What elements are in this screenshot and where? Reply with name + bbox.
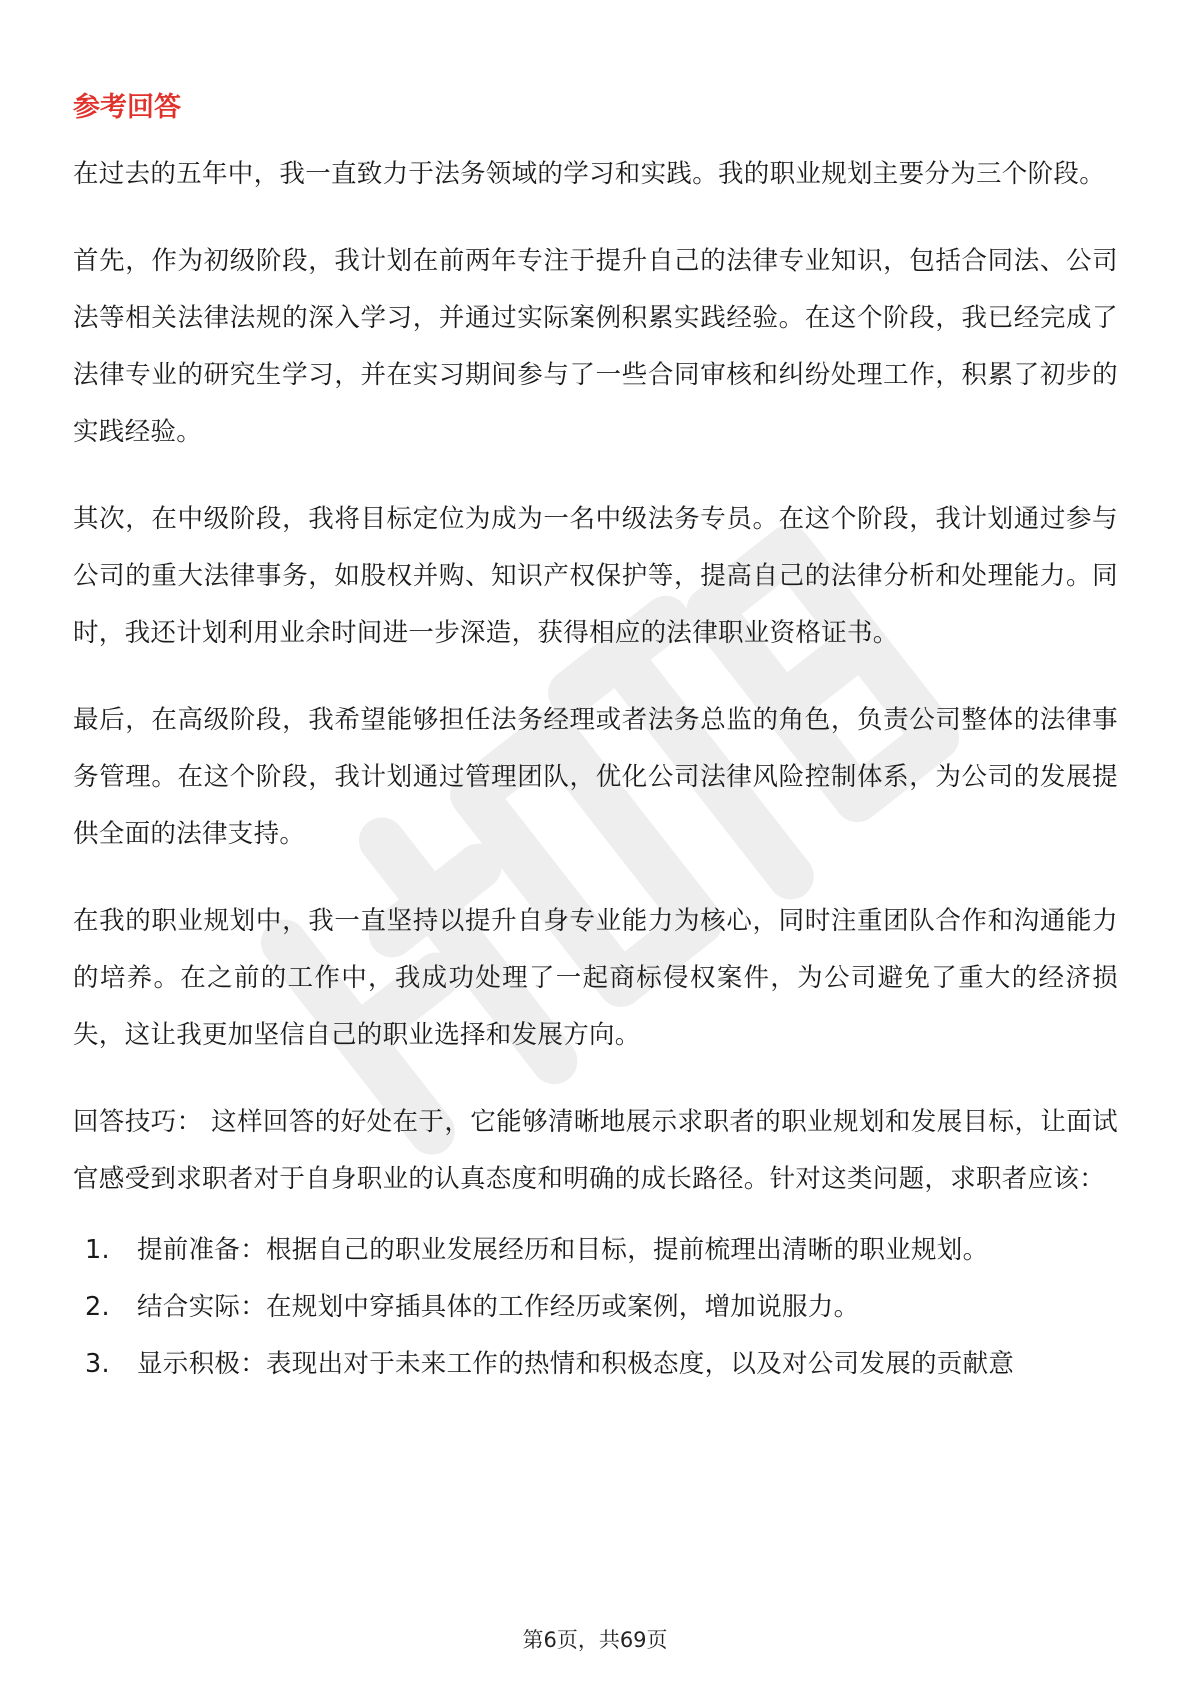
list-text: 显示积极：表现出对于未来工作的热情和积极态度，以及对公司发展的贡献意 bbox=[137, 1349, 1015, 1379]
list-number: 3. bbox=[85, 1349, 110, 1379]
paragraph-summary: 在我的职业规划中，我一直坚持以提升自身专业能力为核心，同时注重团队合作和沟通能力的培养。在之前的工作中，我成功处理了一起商标侵权案件，为公司避免了重大的经济损失，这让我更加坚信自己的职业选择和发展方向。 bbox=[73, 906, 1118, 1050]
list-item bbox=[85, 1336, 1118, 1393]
page-footer: 第6页，共69页 bbox=[522, 1628, 668, 1652]
list-number: 2. bbox=[85, 1292, 110, 1322]
paragraph-middle-stage: 其次，在中级阶段，我将目标定位为成为一名中级法务专员。在这个阶段，我计划通过参与公司的重大法律事务，如股权并购、知识产权保护等，提高自己的法律分析和处理能力。同时，我还计划利用业余时间进一步深造，获得相应的法律职业资格证书。 bbox=[73, 504, 1118, 648]
document-page bbox=[73, 88, 1118, 1393]
tips-list bbox=[73, 1222, 1118, 1393]
paragraph-senior-stage: 最后，在高级阶段，我希望能够担任法务经理或者法务总监的角色，负责公司整体的法律事务管理。在这个阶段，我计划通过管理团队，优化公司法律风险控制体系，为公司的发展提供全面的法律支持。 bbox=[73, 705, 1118, 849]
list-number: 1. bbox=[85, 1235, 110, 1265]
paragraph-intro: 在过去的五年中，我一直致力于法务领域的学习和实践。我的职业规划主要分为三个阶段。 bbox=[73, 159, 1106, 189]
paragraph-junior-stage: 首先，作为初级阶段，我计划在前两年专注于提升自己的法律专业知识，包括合同法、公司法等相关法律法规的深入学习，并通过实际案例积累实践经验。在这个阶段，我已经完成了法律专业的研究生学习，并在实习期间参与了一些合同审核和纠纷处理工作，积累了初步的实践经验。 bbox=[73, 246, 1118, 447]
list-item bbox=[85, 1222, 1118, 1279]
list-text: 提前准备：根据自己的职业发展经历和目标，提前梳理出清晰的职业规划。 bbox=[137, 1235, 989, 1265]
section-title: 参考回答 bbox=[73, 92, 181, 123]
list-text: 结合实际：在规划中穿插具体的工作经历或案例，增加说服力。 bbox=[137, 1292, 860, 1322]
paragraph-answer-tips: 回答技巧： 这样回答的好处在于，它能够清晰地展示求职者的职业规划和发展目标，让面试官感受到求职者对于自身职业的认真态度和明确的成长路径。针对这类问题，求职者应该： bbox=[73, 1107, 1118, 1194]
list-item bbox=[85, 1279, 1118, 1336]
